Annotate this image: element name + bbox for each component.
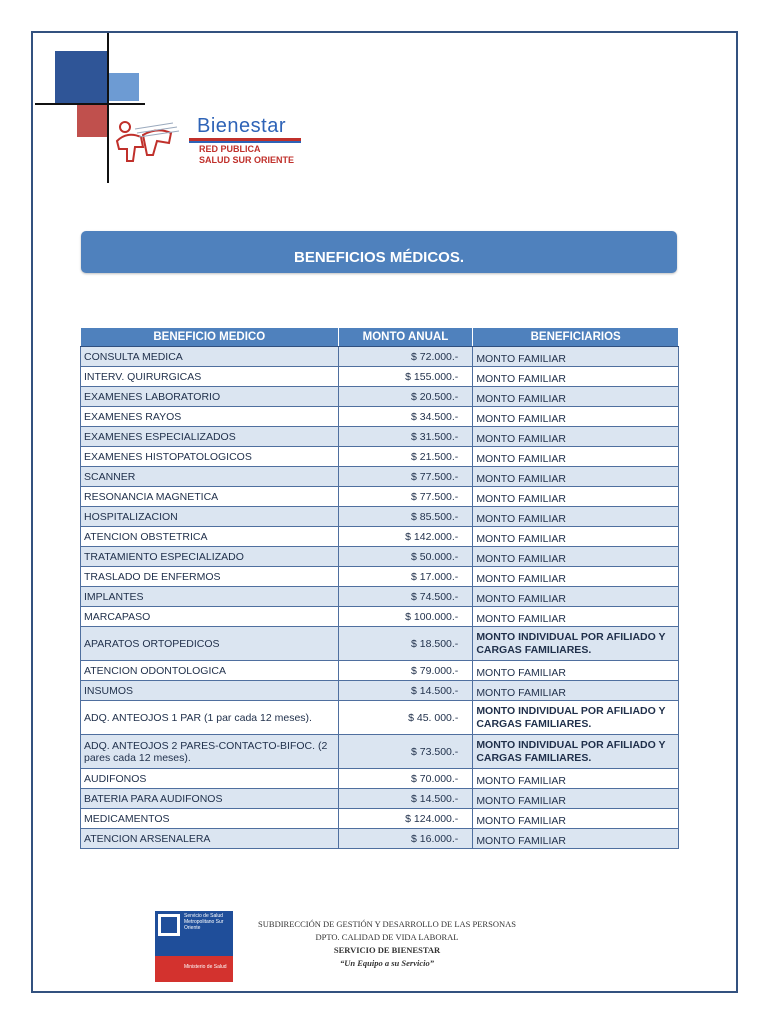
cell-amount: $ 155.000.- [338, 367, 473, 387]
cell-amount: $ 31.500.- [338, 427, 473, 447]
cell-amount: $ 77.500.- [338, 487, 473, 507]
cell-beneficiary: MONTO FAMILIAR [473, 607, 679, 627]
logo-line2: SALUD SUR ORIENTE [199, 155, 295, 165]
table-row [81, 661, 679, 681]
cell-benefit: EXAMENES RAYOS [81, 407, 339, 427]
cell-benefit: ATENCION ODONTOLOGICA [81, 661, 339, 681]
table-header-row [81, 328, 679, 347]
cell-benefit: ATENCION ARSENALERA [81, 829, 339, 849]
cell-amount: $ 14.500.- [338, 789, 473, 809]
benefits-table [80, 327, 679, 849]
table-row [81, 547, 679, 567]
cell-amount: $ 72.000.- [338, 347, 473, 367]
cell-amount: $ 18.500.- [338, 627, 473, 661]
footer-line1: SUBDIRECCIÓN DE GESTIÓN Y DESARROLLO DE LAS PERSONAS [258, 919, 516, 929]
table-row [81, 789, 679, 809]
title-banner [81, 231, 677, 273]
cell-beneficiary: MONTO FAMILIAR [473, 789, 679, 809]
bienestar-logo [35, 33, 325, 188]
cell-amount: $ 21.500.- [338, 447, 473, 467]
cell-benefit: MEDICAMENTOS [81, 809, 339, 829]
logo-square-light [109, 73, 139, 101]
cell-beneficiary: MONTO INDIVIDUAL POR AFILIADO Y CARGAS FAMILIARES. [473, 627, 679, 661]
cell-amount: $ 20.500.- [338, 387, 473, 407]
cell-benefit: INTERV. QUIRURGICAS [81, 367, 339, 387]
footer-line3: SERVICIO DE BIENESTAR [333, 945, 441, 955]
cell-benefit: IMPLANTES [81, 587, 339, 607]
cell-beneficiary: MONTO FAMILIAR [473, 567, 679, 587]
ministry-logo-text: Servicio de Salud Metropolitano Sur Oriente [184, 913, 224, 931]
cell-benefit: EXAMENES HISTOPATOLOGICOS [81, 447, 339, 467]
cell-beneficiary: MONTO FAMILIAR [473, 427, 679, 447]
cell-beneficiary: MONTO FAMILIAR [473, 829, 679, 849]
cell-benefit: EXAMENES LABORATORIO [81, 387, 339, 407]
cell-benefit: ATENCION OBSTETRICA [81, 527, 339, 547]
cell-amount: $ 142.000.- [338, 527, 473, 547]
cell-benefit: INSUMOS [81, 681, 339, 701]
people-emblem-icon [113, 117, 199, 169]
column-header-beneficiaries: BENEFICIARIOS [473, 328, 679, 347]
cell-beneficiary: MONTO FAMILIAR [473, 387, 679, 407]
table-row [81, 487, 679, 507]
cell-benefit: TRASLADO DE ENFERMOS [81, 567, 339, 587]
logo-vertical-line [107, 33, 109, 183]
table-row [81, 829, 679, 849]
cell-beneficiary: MONTO FAMILIAR [473, 681, 679, 701]
cell-beneficiary: MONTO FAMILIAR [473, 661, 679, 681]
footer-line4: “Un Equipo a su Servicio” [340, 958, 434, 968]
logo-square-red [77, 105, 107, 137]
table-row [81, 387, 679, 407]
cell-benefit: RESONANCIA MAGNETICA [81, 487, 339, 507]
cell-amount: $ 124.000.- [338, 809, 473, 829]
cell-beneficiary: MONTO FAMILIAR [473, 809, 679, 829]
table-row [81, 587, 679, 607]
cell-amount: $ 73.500.- [338, 735, 473, 769]
table-row [81, 607, 679, 627]
table-row [81, 627, 679, 661]
cell-benefit: BATERIA PARA AUDIFONOS [81, 789, 339, 809]
cell-amount: $ 74.500.- [338, 587, 473, 607]
page-title: BENEFICIOS MÉDICOS. [293, 248, 465, 266]
table-row [81, 447, 679, 467]
table-row [81, 769, 679, 789]
cell-amount: $ 50.000.- [338, 547, 473, 567]
cell-beneficiary: MONTO INDIVIDUAL POR AFILIADO Y CARGAS FAMILIARES. [473, 701, 679, 735]
table-row [81, 527, 679, 547]
cell-beneficiary: MONTO FAMILIAR [473, 547, 679, 567]
cell-amount: $ 100.000.- [338, 607, 473, 627]
cell-beneficiary: MONTO FAMILIAR [473, 587, 679, 607]
cell-amount: $ 16.000.- [338, 829, 473, 849]
cell-benefit: MARCAPASO [81, 607, 339, 627]
cell-beneficiary: MONTO FAMILIAR [473, 447, 679, 467]
logo-brand-bar-blue [189, 141, 301, 143]
table-row [81, 681, 679, 701]
table-row [81, 809, 679, 829]
cell-amount: $ 70.000.- [338, 769, 473, 789]
column-header-benefit: BENEFICIO MEDICO [81, 328, 339, 347]
cell-benefit: EXAMENES ESPECIALIZADOS [81, 427, 339, 447]
ministry-logo-text-bottom: Ministerio de Salud [184, 964, 227, 970]
logo-brand-subtitle [199, 144, 294, 166]
cell-benefit: AUDIFONOS [81, 769, 339, 789]
logo-line1: RED PUBLICA [199, 144, 261, 154]
logo-square-dark [55, 51, 107, 103]
table-row [81, 735, 679, 769]
cell-beneficiary: MONTO FAMILIAR [473, 527, 679, 547]
cell-beneficiary: MONTO FAMILIAR [473, 769, 679, 789]
cell-amount: $ 79.000.- [338, 661, 473, 681]
ministry-logo [155, 911, 233, 982]
cell-amount: $ 85.500.- [338, 507, 473, 527]
coat-of-arms-icon [158, 914, 180, 936]
footer-line2: DPTO. CALIDAD DE VIDA LABORAL [315, 932, 459, 942]
cell-beneficiary: MONTO FAMILIAR [473, 487, 679, 507]
table-row [81, 407, 679, 427]
cell-benefit: CONSULTA MEDICA [81, 347, 339, 367]
cell-benefit: ADQ. ANTEOJOS 1 PAR (1 par cada 12 meses). [81, 701, 339, 735]
cell-beneficiary: MONTO FAMILIAR [473, 407, 679, 427]
cell-benefit: ADQ. ANTEOJOS 2 PARES-CONTACTO-BIFOC. (2 pares cada 12 meses). [81, 735, 339, 769]
table-row [81, 347, 679, 367]
cell-amount: $ 14.500.- [338, 681, 473, 701]
footer-text [240, 918, 534, 970]
cell-beneficiary: MONTO FAMILIAR [473, 347, 679, 367]
cell-beneficiary: MONTO INDIVIDUAL POR AFILIADO Y CARGAS FAMILIARES. [473, 735, 679, 769]
cell-amount: $ 45. 000.- [338, 701, 473, 735]
cell-beneficiary: MONTO FAMILIAR [473, 467, 679, 487]
cell-benefit: TRATAMIENTO ESPECIALIZADO [81, 547, 339, 567]
table-row [81, 507, 679, 527]
cell-amount: $ 77.500.- [338, 467, 473, 487]
table-row [81, 367, 679, 387]
column-header-amount: MONTO ANUAL [338, 328, 473, 347]
table-row [81, 427, 679, 447]
cell-amount: $ 34.500.- [338, 407, 473, 427]
table-row [81, 467, 679, 487]
cell-amount: $ 17.000.- [338, 567, 473, 587]
cell-benefit: SCANNER [81, 467, 339, 487]
cell-beneficiary: MONTO FAMILIAR [473, 367, 679, 387]
logo-horizontal-line [35, 103, 145, 105]
table-row [81, 701, 679, 735]
cell-benefit: HOSPITALIZACION [81, 507, 339, 527]
cell-benefit: APARATOS ORTOPEDICOS [81, 627, 339, 661]
logo-brand-name: Bienestar [197, 115, 286, 137]
table-row [81, 567, 679, 587]
cell-beneficiary: MONTO FAMILIAR [473, 507, 679, 527]
